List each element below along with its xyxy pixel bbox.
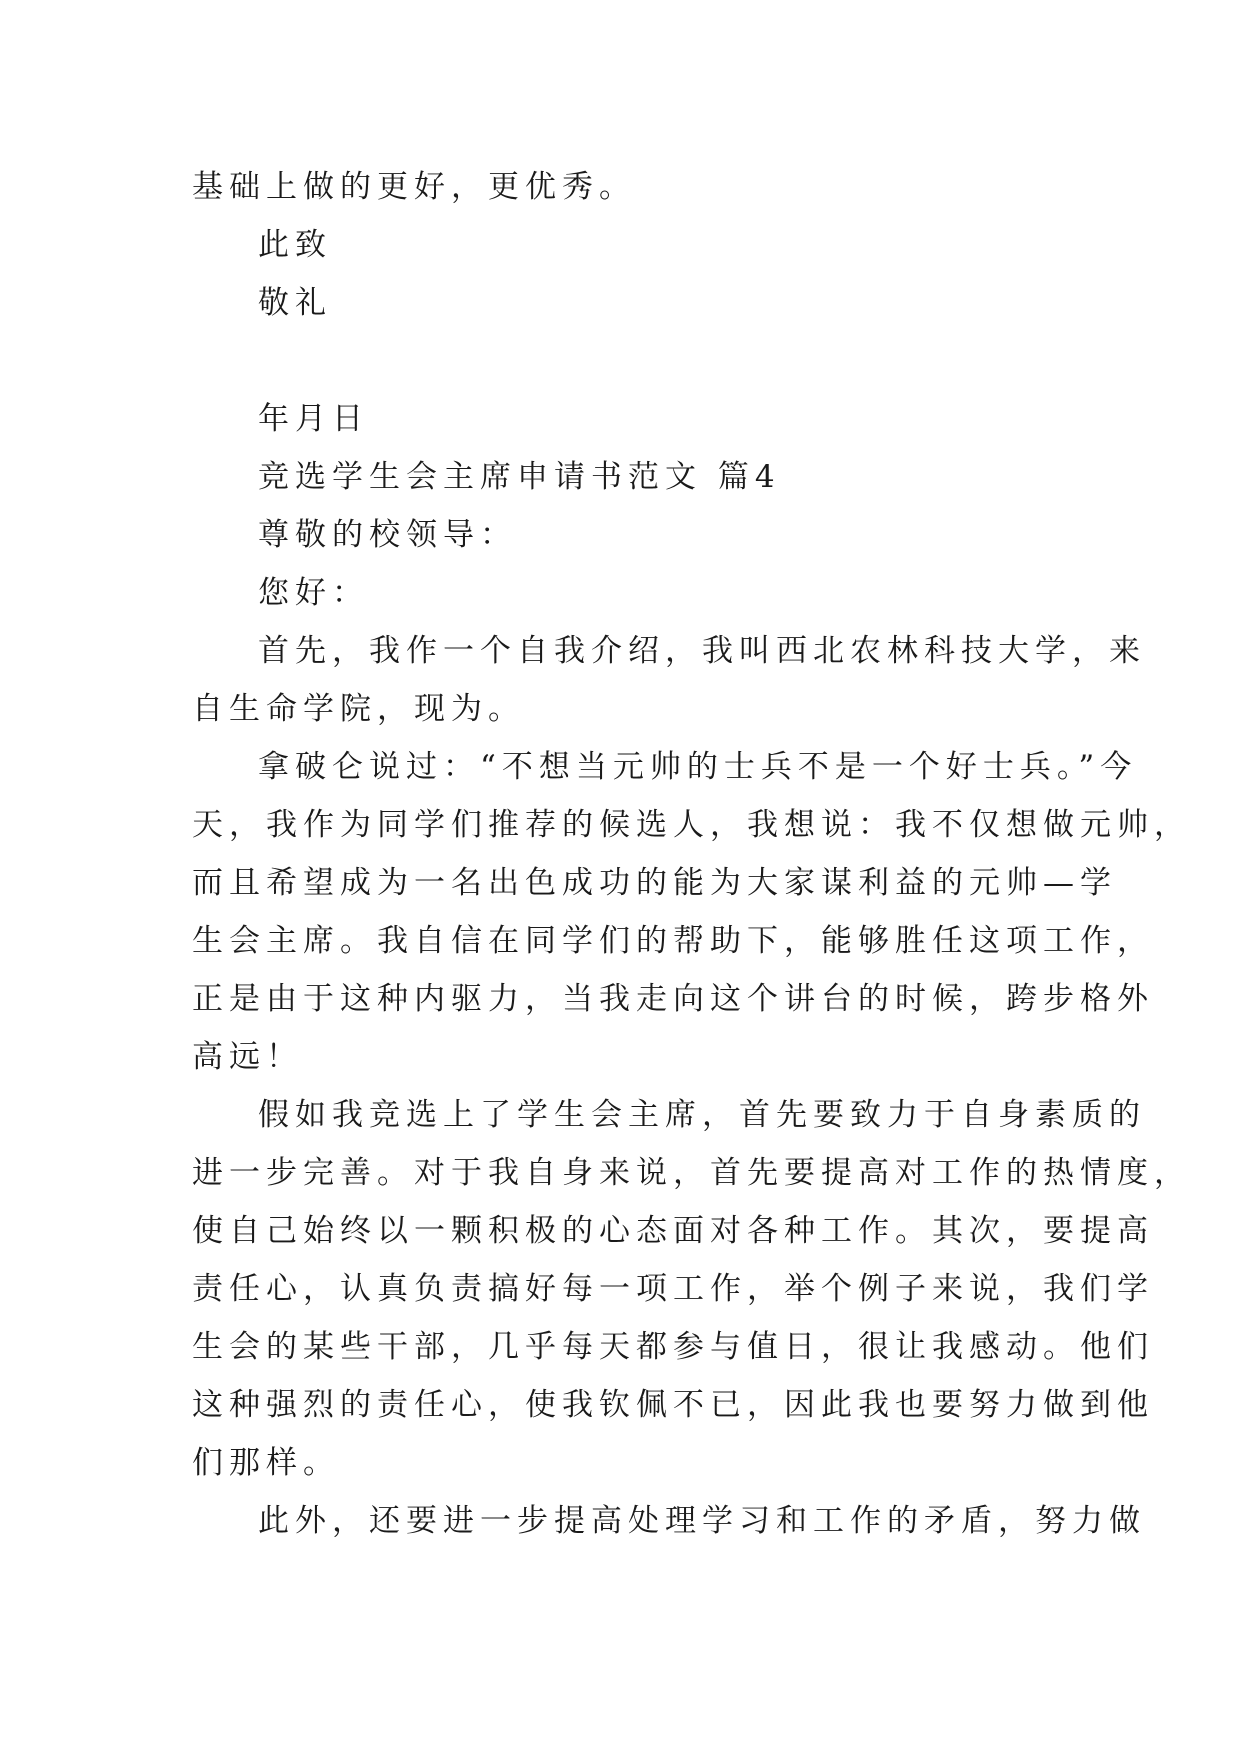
text-line: 基础上做的更好，更优秀。 bbox=[192, 169, 636, 205]
closing-regards: 敬礼 bbox=[258, 285, 332, 321]
paragraph-line: 拿破仑说过：“不想当元帅的士兵不是一个好士兵。”今 bbox=[258, 749, 1138, 785]
date-line: 年月日 bbox=[258, 401, 369, 437]
paragraph-line: 使自己始终以一颗积极的心态面对各种工作。其次，要提高 bbox=[192, 1213, 1154, 1249]
paragraph-line: 们那样。 bbox=[192, 1445, 340, 1481]
paragraph-line: 假如我竞选上了学生会主席，首先要致力于自身素质的 bbox=[258, 1097, 1146, 1133]
paragraph-line: 生会主席。我自信在同学们的帮助下，能够胜任这项工作， bbox=[192, 923, 1154, 959]
paragraph-line: 高远！ bbox=[192, 1039, 303, 1075]
paragraph-line: 这种强烈的责任心，使我钦佩不已，因此我也要努力做到他 bbox=[192, 1387, 1154, 1423]
paragraph-line: 此外，还要进一步提高处理学习和工作的矛盾，努力做 bbox=[258, 1503, 1146, 1539]
paragraph-line: 而且希望成为一名出色成功的能为大家谋利益的元帅—学 bbox=[192, 865, 1117, 901]
section-heading: 竞选学生会主席申请书范文 篇4 bbox=[258, 459, 781, 495]
paragraph-line: 进一步完善。对于我自身来说，首先要提高对工作的热情度， bbox=[192, 1155, 1191, 1191]
paragraph-line: 首先，我作一个自我介绍，我叫西北农林科技大学，来 bbox=[258, 633, 1146, 669]
greeting: 您好： bbox=[258, 575, 369, 611]
paragraph-line: 天，我作为同学们推荐的候选人，我想说：我不仅想做元帅， bbox=[192, 807, 1191, 843]
closing-salutation: 此致 bbox=[258, 227, 332, 263]
paragraph-line: 正是由于这种内驱力，当我走向这个讲台的时候，跨步格外 bbox=[192, 981, 1154, 1017]
paragraph-line: 生会的某些干部，几乎每天都参与值日，很让我感动。他们 bbox=[192, 1329, 1154, 1365]
salutation: 尊敬的校领导： bbox=[258, 517, 517, 553]
paragraph-line: 自生命学院，现为。 bbox=[192, 691, 525, 727]
paragraph-line: 责任心，认真负责搞好每一项工作，举个例子来说，我们学 bbox=[192, 1271, 1154, 1307]
